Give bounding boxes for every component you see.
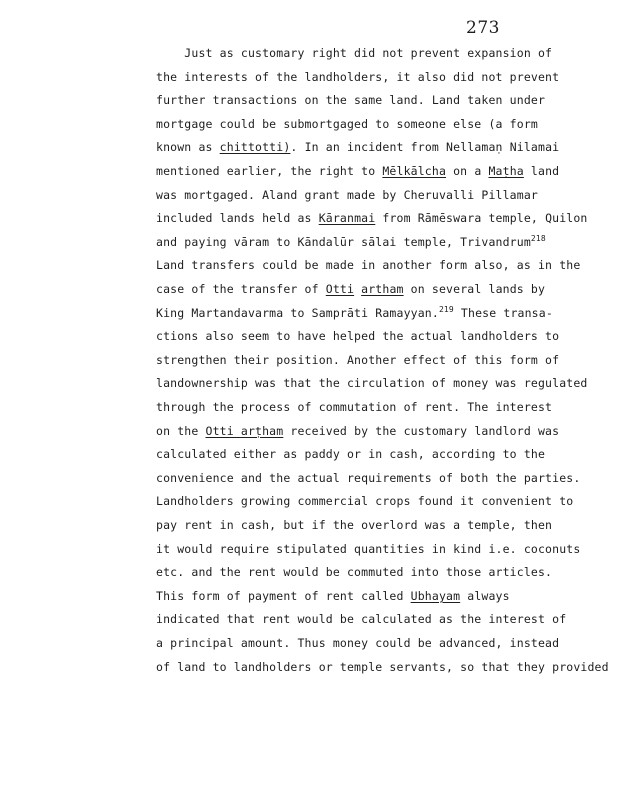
text-line <box>156 518 552 532</box>
text-segment: landownership was that the circulation of money was regulated <box>156 376 588 391</box>
text-segment: on a <box>446 164 489 178</box>
text-segment: known as <box>156 140 220 155</box>
text-segment: it would require stipulated quantities in kind i.e. coconuts <box>156 541 581 556</box>
text-segment: land <box>523 164 560 178</box>
underlined-term: Otti arṭham <box>205 423 284 438</box>
text-line <box>156 329 559 343</box>
text-line <box>156 164 559 178</box>
text-line <box>156 93 545 107</box>
text-line <box>156 376 588 390</box>
text-line <box>156 636 559 650</box>
text-segment: These transa- <box>453 305 553 320</box>
text-segment: case of the transfer of <box>156 282 326 296</box>
text-line <box>156 282 545 296</box>
text-line <box>156 140 559 154</box>
text-line <box>156 258 580 272</box>
footnote-ref: 218 <box>530 233 546 243</box>
text-segment: received by the customary landlord was <box>283 423 560 438</box>
text-segment: included lands held as <box>156 211 319 226</box>
text-line <box>156 117 538 131</box>
text-segment: calculated either as paddy or in cash, according to the <box>156 447 546 462</box>
text-segment: etc. and the rent would be commuted into those articles. <box>156 565 553 580</box>
underlined-term: Maṭha <box>488 164 524 178</box>
text-segment: ctions also seem to have helped the actual landholders to <box>156 329 560 344</box>
text-line <box>156 400 552 414</box>
text-line <box>156 447 545 461</box>
text-line <box>156 211 588 225</box>
text-line <box>156 424 559 438</box>
text-line <box>156 494 573 508</box>
underlined-term: Otti <box>325 282 355 296</box>
text-segment: Land transfers could be made in another form also, as in the <box>156 258 581 273</box>
underlined-term: Mēlkālcha <box>382 164 447 178</box>
text-segment: through the process of commutation of rent. The interest <box>156 400 553 414</box>
text-line <box>156 542 580 556</box>
text-line <box>156 235 546 249</box>
text-line <box>156 589 510 603</box>
footnote-ref: 219 <box>438 304 454 314</box>
text-segment: convenience and the actual requirements of both the parties. <box>156 470 581 485</box>
text-line <box>156 660 609 674</box>
text-segment: This form of payment of rent called <box>156 588 411 603</box>
underlined-term: artham <box>361 282 404 296</box>
underlined-term: chittotti) <box>219 140 291 155</box>
text-line <box>156 70 559 84</box>
text-segment: indicated that rent would be calculated as the interest of <box>156 612 567 627</box>
text-segment: strengthen their position. Another effect of this form of <box>156 352 560 367</box>
text-segment: the interests of the landholders, it also did not prevent <box>156 69 560 84</box>
text-segment: from Rāmēswara temple, Quilon <box>375 211 588 226</box>
text-segment: always <box>460 588 510 603</box>
page-number: 273 <box>466 18 500 38</box>
text-segment: Just as customary right did not prevent expansion of <box>156 46 553 60</box>
text-segment: on several lands by <box>403 282 546 296</box>
text-segment: on the <box>156 423 206 438</box>
text-line <box>156 353 559 367</box>
text-segment: a principal amount. Thus money could be advanced, instead <box>156 636 560 650</box>
text-segment: mentioned earlier, the right to <box>156 164 383 178</box>
text-segment: further transactions on the same land. Land taken under <box>156 93 546 108</box>
text-segment: mortgage could be submortgaged to someone else (a form <box>156 116 538 131</box>
underlined-term: Kāranmai <box>318 211 376 226</box>
text-segment: and paying vāram to Kāndalūr sālai temple, Trivandrum <box>156 234 531 249</box>
text-segment: Landholders growing commercial crops found it convenient to <box>156 494 574 509</box>
text-line <box>156 306 553 320</box>
text-segment: pay rent in cash, but if the overlord was a temple, then <box>156 518 553 532</box>
text-line <box>156 188 538 202</box>
text-segment: King Martandavarma to Samprāti Ramayyan. <box>156 305 439 320</box>
text-line <box>156 46 552 60</box>
text-line <box>156 565 552 579</box>
text-line <box>156 471 580 485</box>
underlined-term: Ubhayam <box>410 588 461 603</box>
text-segment: . In an incident from Nellamaṇ Nilamai <box>290 140 560 155</box>
text-line <box>156 612 566 626</box>
text-segment: was mortgaged. Aland grant made by Cheruvalli Pillamar <box>156 187 538 202</box>
text-segment: of land to landholders or temple servants, so that they provided <box>156 659 609 674</box>
